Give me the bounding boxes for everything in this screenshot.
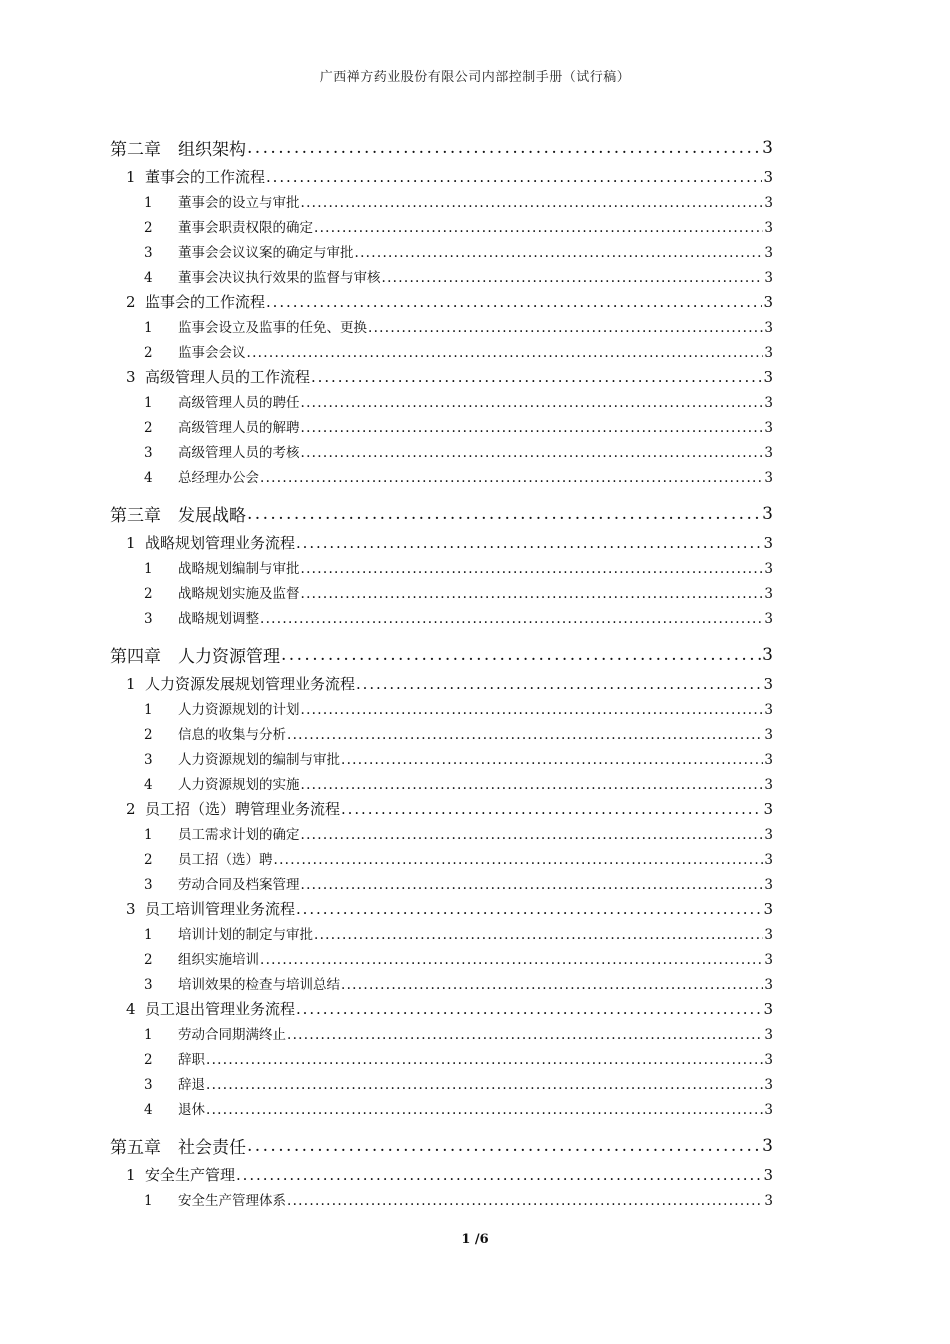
toc-entry-sub[interactable] bbox=[110, 773, 773, 798]
toc-entry-sec[interactable] bbox=[110, 166, 773, 191]
toc-entry-sub[interactable] bbox=[110, 557, 773, 582]
toc-entry-number: 1 bbox=[126, 168, 136, 186]
toc-entry-title: 人力资源规划的实施 bbox=[178, 777, 300, 793]
toc-entry-title: 战略规划管理业务流程 bbox=[145, 534, 296, 552]
toc-entry-page: 3 bbox=[764, 320, 773, 336]
toc-entry-number: 第三章 bbox=[110, 506, 161, 526]
toc-entry-number: 2 bbox=[126, 800, 136, 818]
toc-entry-number: 3 bbox=[144, 245, 153, 261]
toc-entry-number: 3 bbox=[144, 752, 153, 768]
toc-entry-number: 3 bbox=[144, 445, 153, 461]
toc-entry-title: 退休 bbox=[178, 1102, 205, 1118]
toc-entry-number: 2 bbox=[144, 220, 153, 236]
toc-dot-leader bbox=[247, 1136, 761, 1156]
toc-entry-sec[interactable] bbox=[110, 291, 773, 316]
toc-entry-page: 3 bbox=[762, 503, 773, 524]
toc-entry-title: 员工招（选）聘 bbox=[178, 852, 273, 868]
toc-entry-number: 1 bbox=[144, 1193, 153, 1209]
toc-entry-title: 战略规划调整 bbox=[178, 611, 259, 627]
toc-dot-leader bbox=[247, 504, 761, 524]
toc-entry-page: 3 bbox=[763, 1000, 773, 1018]
toc-entry-number: 1 bbox=[126, 1166, 136, 1184]
toc-entry-page: 3 bbox=[764, 877, 773, 893]
toc-dot-leader bbox=[382, 270, 764, 286]
toc-dot-leader bbox=[314, 220, 763, 236]
toc-entry-page: 3 bbox=[764, 702, 773, 718]
toc-entry-title: 战略规划编制与审批 bbox=[178, 561, 300, 577]
toc-entry-number: 1 bbox=[144, 561, 153, 577]
toc-dot-leader bbox=[287, 1027, 763, 1043]
toc-entry-page: 3 bbox=[764, 1193, 773, 1209]
toc-entry-number: 1 bbox=[126, 675, 136, 693]
toc-dot-leader bbox=[314, 927, 763, 943]
toc-entry-sec[interactable] bbox=[110, 366, 773, 391]
toc-entry-sub[interactable] bbox=[110, 873, 773, 898]
toc-dot-leader bbox=[301, 395, 764, 411]
toc-dot-leader bbox=[287, 1193, 763, 1209]
toc-entry-chap[interactable] bbox=[110, 491, 773, 532]
toc-entry-number: 4 bbox=[144, 470, 153, 486]
toc-dot-leader bbox=[266, 293, 762, 311]
toc-entry-title: 高级管理人员的解聘 bbox=[178, 420, 300, 436]
toc-dot-leader bbox=[301, 586, 764, 602]
toc-entry-title: 监事会的工作流程 bbox=[145, 293, 266, 311]
toc-entry-number: 2 bbox=[144, 952, 153, 968]
toc-entry-sec[interactable] bbox=[110, 673, 773, 698]
toc-entry-title: 高级管理人员的工作流程 bbox=[145, 368, 311, 386]
toc-entry-page: 3 bbox=[763, 168, 773, 186]
page-number: 1 /6 bbox=[461, 1232, 489, 1247]
toc-entry-title: 董事会决议执行效果的监督与审核 bbox=[178, 270, 381, 286]
toc-entry-chap[interactable] bbox=[110, 1123, 773, 1164]
toc-entry-sub[interactable] bbox=[110, 1023, 773, 1048]
toc-entry-number: 3 bbox=[144, 1077, 153, 1093]
toc-entry-page: 3 bbox=[763, 1166, 773, 1184]
toc-entry-number: 2 bbox=[144, 1052, 153, 1068]
toc-entry-number: 第二章 bbox=[110, 140, 161, 160]
toc-entry-page: 3 bbox=[763, 800, 773, 818]
toc-dot-leader bbox=[260, 611, 763, 627]
toc-entry-page: 3 bbox=[763, 293, 773, 311]
toc-entry-title: 人力资源规划的计划 bbox=[178, 702, 300, 718]
toc-entry-number: 1 bbox=[126, 534, 136, 552]
toc-dot-leader bbox=[247, 138, 761, 158]
toc-entry-number: 2 bbox=[144, 727, 153, 743]
toc-entry-page: 3 bbox=[764, 1077, 773, 1093]
toc-entry-page: 3 bbox=[764, 1052, 773, 1068]
page-header: 广西禅方药业股份有限公司内部控制手册（试行稿） bbox=[319, 70, 631, 85]
toc-entry-sub[interactable] bbox=[110, 723, 773, 748]
toc-entry-title: 员工需求计划的确定 bbox=[178, 827, 300, 843]
toc-entry-page: 3 bbox=[764, 345, 773, 361]
toc-entry-number: 2 bbox=[144, 852, 153, 868]
toc-entry-title: 董事会的设立与审批 bbox=[178, 195, 300, 211]
toc-entry-title: 监事会设立及监事的任免、更换 bbox=[178, 320, 367, 336]
toc-entry-title: 组织实施培训 bbox=[178, 952, 259, 968]
toc-entry-number: 1 bbox=[144, 320, 153, 336]
toc-dot-leader bbox=[296, 1000, 762, 1018]
toc-entry-title: 安全生产管理 bbox=[145, 1166, 236, 1184]
toc-entry-title: 董事会职责权限的确定 bbox=[178, 220, 313, 236]
toc-entry-title: 发展战略 bbox=[178, 506, 246, 526]
toc-entry-sec[interactable] bbox=[110, 1164, 773, 1189]
toc-entry-title: 劳动合同期满终止 bbox=[178, 1027, 286, 1043]
toc-entry-sub[interactable] bbox=[110, 466, 773, 491]
toc-entry-sec[interactable] bbox=[110, 798, 773, 823]
toc-entry-page: 3 bbox=[763, 368, 773, 386]
toc-entry-page: 3 bbox=[764, 852, 773, 868]
toc-entry-title: 组织架构 bbox=[178, 140, 246, 160]
toc-entry-title: 董事会会议议案的确定与审批 bbox=[178, 245, 354, 261]
toc-entry-title: 高级管理人员的考核 bbox=[178, 445, 300, 461]
toc-entry-sub[interactable] bbox=[110, 241, 773, 266]
toc-entry-sub[interactable] bbox=[110, 391, 773, 416]
toc-entry-sub[interactable] bbox=[110, 191, 773, 216]
toc-entry-sub[interactable] bbox=[110, 823, 773, 848]
toc-entry-title: 培训效果的检查与培训总结 bbox=[178, 977, 340, 993]
toc-entry-number: 第五章 bbox=[110, 1138, 161, 1158]
toc-entry-page: 3 bbox=[764, 1027, 773, 1043]
toc-entry-sub[interactable] bbox=[110, 1048, 773, 1073]
toc-entry-number: 3 bbox=[144, 611, 153, 627]
toc-dot-leader bbox=[311, 368, 762, 386]
toc-entry-sub[interactable] bbox=[110, 341, 773, 366]
toc-entry-number: 2 bbox=[126, 293, 136, 311]
toc-entry-chap[interactable] bbox=[110, 632, 773, 673]
toc-dot-leader bbox=[296, 534, 762, 552]
toc-entry-number: 1 bbox=[144, 927, 153, 943]
toc-entry-sub[interactable] bbox=[110, 607, 773, 632]
toc-entry-sub[interactable] bbox=[110, 1073, 773, 1098]
toc-entry-number: 1 bbox=[144, 702, 153, 718]
toc-entry-page: 3 bbox=[764, 245, 773, 261]
toc-dot-leader bbox=[281, 645, 761, 665]
toc-entry-page: 3 bbox=[764, 827, 773, 843]
toc-entry-page: 3 bbox=[763, 675, 773, 693]
toc-entry-sub[interactable] bbox=[110, 698, 773, 723]
toc-entry-title: 人力资源规划的编制与审批 bbox=[178, 752, 340, 768]
toc-entry-number: 3 bbox=[144, 877, 153, 893]
toc-entry-number: 3 bbox=[126, 368, 136, 386]
toc-entry-sub[interactable] bbox=[110, 416, 773, 441]
toc-entry-number: 2 bbox=[144, 345, 153, 361]
toc-dot-leader bbox=[266, 168, 762, 186]
toc-dot-leader bbox=[356, 675, 762, 693]
toc-entry-title: 辞退 bbox=[178, 1077, 205, 1093]
toc-dot-leader bbox=[301, 827, 764, 843]
toc-entry-page: 3 bbox=[764, 445, 773, 461]
toc-entry-page: 3 bbox=[764, 270, 773, 286]
toc-entry-sub[interactable] bbox=[110, 216, 773, 241]
toc-entry-page: 3 bbox=[764, 752, 773, 768]
toc-entry-sec[interactable] bbox=[110, 998, 773, 1023]
toc-entry-title: 人力资源管理 bbox=[178, 647, 280, 667]
toc-entry-number: 1 bbox=[144, 195, 153, 211]
toc-entry-page: 3 bbox=[764, 952, 773, 968]
toc-entry-title: 员工培训管理业务流程 bbox=[145, 900, 296, 918]
toc-entry-title: 总经理办公会 bbox=[178, 470, 259, 486]
toc-entry-page: 3 bbox=[764, 1102, 773, 1118]
toc-entry-title: 监事会会议 bbox=[178, 345, 246, 361]
toc-entry-title: 董事会的工作流程 bbox=[145, 168, 266, 186]
toc-entry-number: 4 bbox=[144, 777, 153, 793]
toc-entry-page: 3 bbox=[764, 777, 773, 793]
toc-entry-number: 3 bbox=[144, 977, 153, 993]
toc-dot-leader bbox=[301, 877, 764, 893]
toc-dot-leader bbox=[301, 702, 764, 718]
toc-entry-title: 培训计划的制定与审批 bbox=[178, 927, 313, 943]
toc-entry-title: 劳动合同及档案管理 bbox=[178, 877, 300, 893]
toc-entry-page: 3 bbox=[764, 561, 773, 577]
toc-entry-number: 4 bbox=[144, 1102, 153, 1118]
toc-entry-chap[interactable] bbox=[110, 125, 773, 166]
toc-entry-page: 3 bbox=[764, 611, 773, 627]
toc-entry-number: 3 bbox=[126, 900, 136, 918]
toc-entry-page: 3 bbox=[762, 644, 773, 665]
toc-dot-leader bbox=[287, 727, 763, 743]
toc-entry-page: 3 bbox=[762, 1135, 773, 1156]
toc-dot-leader bbox=[301, 777, 764, 793]
toc-entry-sub[interactable] bbox=[110, 1098, 773, 1123]
toc-entry-title: 人力资源发展规划管理业务流程 bbox=[145, 675, 356, 693]
toc-dot-leader bbox=[260, 952, 763, 968]
toc-entry-title: 战略规划实施及监督 bbox=[178, 586, 300, 602]
toc-entry-sub[interactable] bbox=[110, 582, 773, 607]
toc-entry-number: 1 bbox=[144, 827, 153, 843]
toc-entry-sub[interactable] bbox=[110, 1189, 773, 1214]
toc-entry-sub[interactable] bbox=[110, 748, 773, 773]
toc-entry-page: 3 bbox=[764, 220, 773, 236]
toc-entry-sub[interactable] bbox=[110, 973, 773, 998]
toc-dot-leader bbox=[301, 561, 764, 577]
toc-dot-leader bbox=[206, 1102, 763, 1118]
toc-entry-page: 3 bbox=[762, 137, 773, 158]
toc-entry-title: 信息的收集与分析 bbox=[178, 727, 286, 743]
toc-dot-leader bbox=[274, 852, 764, 868]
toc-entry-page: 3 bbox=[764, 977, 773, 993]
toc-dot-leader bbox=[301, 445, 764, 461]
toc-entry-sub[interactable] bbox=[110, 923, 773, 948]
toc-entry-sub[interactable] bbox=[110, 316, 773, 341]
toc-entry-number: 2 bbox=[144, 420, 153, 436]
toc-entry-number: 1 bbox=[144, 395, 153, 411]
toc-dot-leader bbox=[206, 1052, 763, 1068]
toc-entry-page: 3 bbox=[764, 470, 773, 486]
toc-dot-leader bbox=[206, 1077, 763, 1093]
toc-dot-leader bbox=[368, 320, 763, 336]
toc-entry-number: 4 bbox=[126, 1000, 136, 1018]
toc-dot-leader bbox=[355, 245, 764, 261]
toc-entry-sub[interactable] bbox=[110, 948, 773, 973]
toc-entry-number: 4 bbox=[144, 270, 153, 286]
toc-dot-leader bbox=[341, 752, 763, 768]
toc-dot-leader bbox=[341, 800, 762, 818]
toc-entry-page: 3 bbox=[764, 395, 773, 411]
table-of-contents bbox=[110, 125, 773, 1214]
toc-entry-page: 3 bbox=[764, 586, 773, 602]
toc-entry-sub[interactable] bbox=[110, 266, 773, 291]
toc-entry-title: 员工退出管理业务流程 bbox=[145, 1000, 296, 1018]
toc-entry-page: 3 bbox=[763, 900, 773, 918]
toc-entry-number: 2 bbox=[144, 586, 153, 602]
toc-entry-sec[interactable] bbox=[110, 898, 773, 923]
toc-entry-sub[interactable] bbox=[110, 441, 773, 466]
toc-entry-page: 3 bbox=[763, 534, 773, 552]
toc-entry-number: 第四章 bbox=[110, 647, 161, 667]
toc-entry-page: 3 bbox=[764, 927, 773, 943]
toc-entry-sec[interactable] bbox=[110, 532, 773, 557]
toc-entry-page: 3 bbox=[764, 727, 773, 743]
toc-dot-leader bbox=[301, 420, 764, 436]
toc-dot-leader bbox=[260, 470, 763, 486]
toc-entry-title: 社会责任 bbox=[178, 1138, 246, 1158]
toc-entry-sub[interactable] bbox=[110, 848, 773, 873]
toc-entry-title: 高级管理人员的聘任 bbox=[178, 395, 300, 411]
toc-entry-page: 3 bbox=[764, 420, 773, 436]
toc-dot-leader bbox=[236, 1166, 762, 1184]
toc-entry-title: 安全生产管理体系 bbox=[178, 1193, 286, 1209]
toc-dot-leader bbox=[341, 977, 763, 993]
toc-dot-leader bbox=[301, 195, 764, 211]
toc-entry-title: 辞职 bbox=[178, 1052, 205, 1068]
toc-dot-leader bbox=[296, 900, 762, 918]
toc-dot-leader bbox=[247, 345, 764, 361]
toc-entry-number: 1 bbox=[144, 1027, 153, 1043]
toc-entry-title: 员工招（选）聘管理业务流程 bbox=[145, 800, 341, 818]
toc-entry-page: 3 bbox=[764, 195, 773, 211]
